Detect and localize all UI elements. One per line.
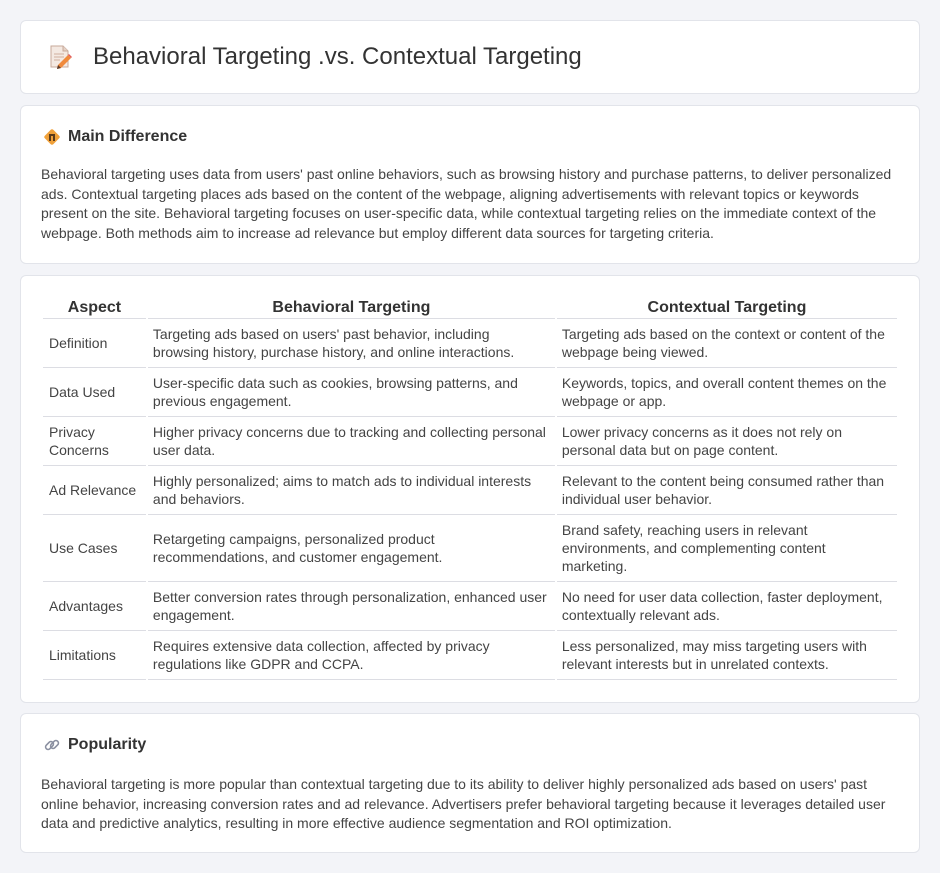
table-row	[43, 319, 897, 368]
header-behavioral: Behavioral Targeting	[148, 296, 555, 319]
contextual-cell: Keywords, topics, and overall content themes on the webpage or app.	[557, 368, 897, 417]
popularity-header	[43, 736, 146, 754]
title-card	[20, 20, 920, 94]
table-row	[43, 368, 897, 417]
contextual-cell: Brand safety, reaching users in relevant environments, and complementing content marketing.	[557, 515, 897, 582]
link-icon	[43, 736, 61, 754]
behavioral-cell: Higher privacy concerns due to tracking and collecting personal user data.	[148, 417, 555, 466]
contextual-cell: Relevant to the content being consumed rather than individual user behavior.	[557, 466, 897, 515]
header-aspect: Aspect	[43, 296, 146, 319]
aspect-cell: Ad Relevance	[43, 466, 146, 515]
main-difference-text: Behavioral targeting uses data from users' past online behaviors, such as browsing history and purchase patterns, to deliver personalized ads. Contextual targeting places ads based on the content of the webpage, aligning advertisements with relevant topics or keywords present on the site. Behavioral targeting focuses on user-specific data, while contextual targeting relies on the immediate context of the webpage. Both methods aim to increase ad relevance but employ different data sources for targeting criteria.	[41, 166, 892, 241]
aspect-cell: Limitations	[43, 631, 146, 680]
aspect-cell: Data Used	[43, 368, 146, 417]
diamond-sign-icon	[43, 128, 61, 146]
aspect-cell: Use Cases	[43, 515, 146, 582]
main-difference-header	[43, 128, 187, 146]
behavioral-cell: Retargeting campaigns, personalized product recommendations, and customer engagement.	[148, 515, 555, 582]
popularity-card	[20, 713, 920, 853]
popularity-title: Popularity	[68, 736, 147, 753]
aspect-cell: Privacy Concerns	[43, 417, 146, 466]
comparison-card	[20, 275, 920, 703]
header-contextual: Contextual Targeting	[557, 296, 897, 319]
contextual-cell: Lower privacy concerns as it does not rely on personal data but on page content.	[557, 417, 897, 466]
document-pencil-icon	[47, 44, 73, 70]
aspect-cell: Advantages	[43, 582, 146, 631]
behavioral-cell: Targeting ads based on users' past behavior, including browsing history, purchase history, and online interactions.	[148, 319, 555, 368]
behavioral-cell: Requires extensive data collection, affected by privacy regulations like GDPR and CCPA.	[148, 631, 555, 680]
table-row	[43, 466, 897, 515]
behavioral-cell: Highly personalized; aims to match ads to individual interests and behaviors.	[148, 466, 555, 515]
page-title: Behavioral Targeting .vs. Contextual Targeting	[93, 43, 582, 70]
table-row	[43, 582, 897, 631]
table-row	[43, 631, 897, 680]
contextual-cell: No need for user data collection, faster deployment, contextually relevant ads.	[557, 582, 897, 631]
contextual-cell: Targeting ads based on the context or content of the webpage being viewed.	[557, 319, 897, 368]
title-bar	[21, 21, 919, 93]
behavioral-cell: User-specific data such as cookies, browsing patterns, and previous engagement.	[148, 368, 555, 417]
aspect-cell: Definition	[43, 319, 146, 368]
main-difference-title: Main Difference	[68, 128, 188, 145]
contextual-cell: Less personalized, may miss targeting users with relevant interests but in unrelated contexts.	[557, 631, 897, 680]
comparison-table	[41, 296, 899, 680]
table-header-row	[43, 296, 897, 319]
table-row	[43, 515, 897, 582]
popularity-text: Behavioral targeting is more popular than contextual targeting due to its ability to deliver highly personalized ads based on users' past online behavior, increasing conversion rates and ad relevance. Advertisers prefer behavioral targeting because it leverages detailed user data and predictive analytics, resulting in more effective audience segmentation and ROI optimization.	[41, 776, 886, 831]
table-row	[43, 417, 897, 466]
behavioral-cell: Better conversion rates through personalization, enhanced user engagement.	[148, 582, 555, 631]
main-difference-card	[20, 105, 920, 264]
